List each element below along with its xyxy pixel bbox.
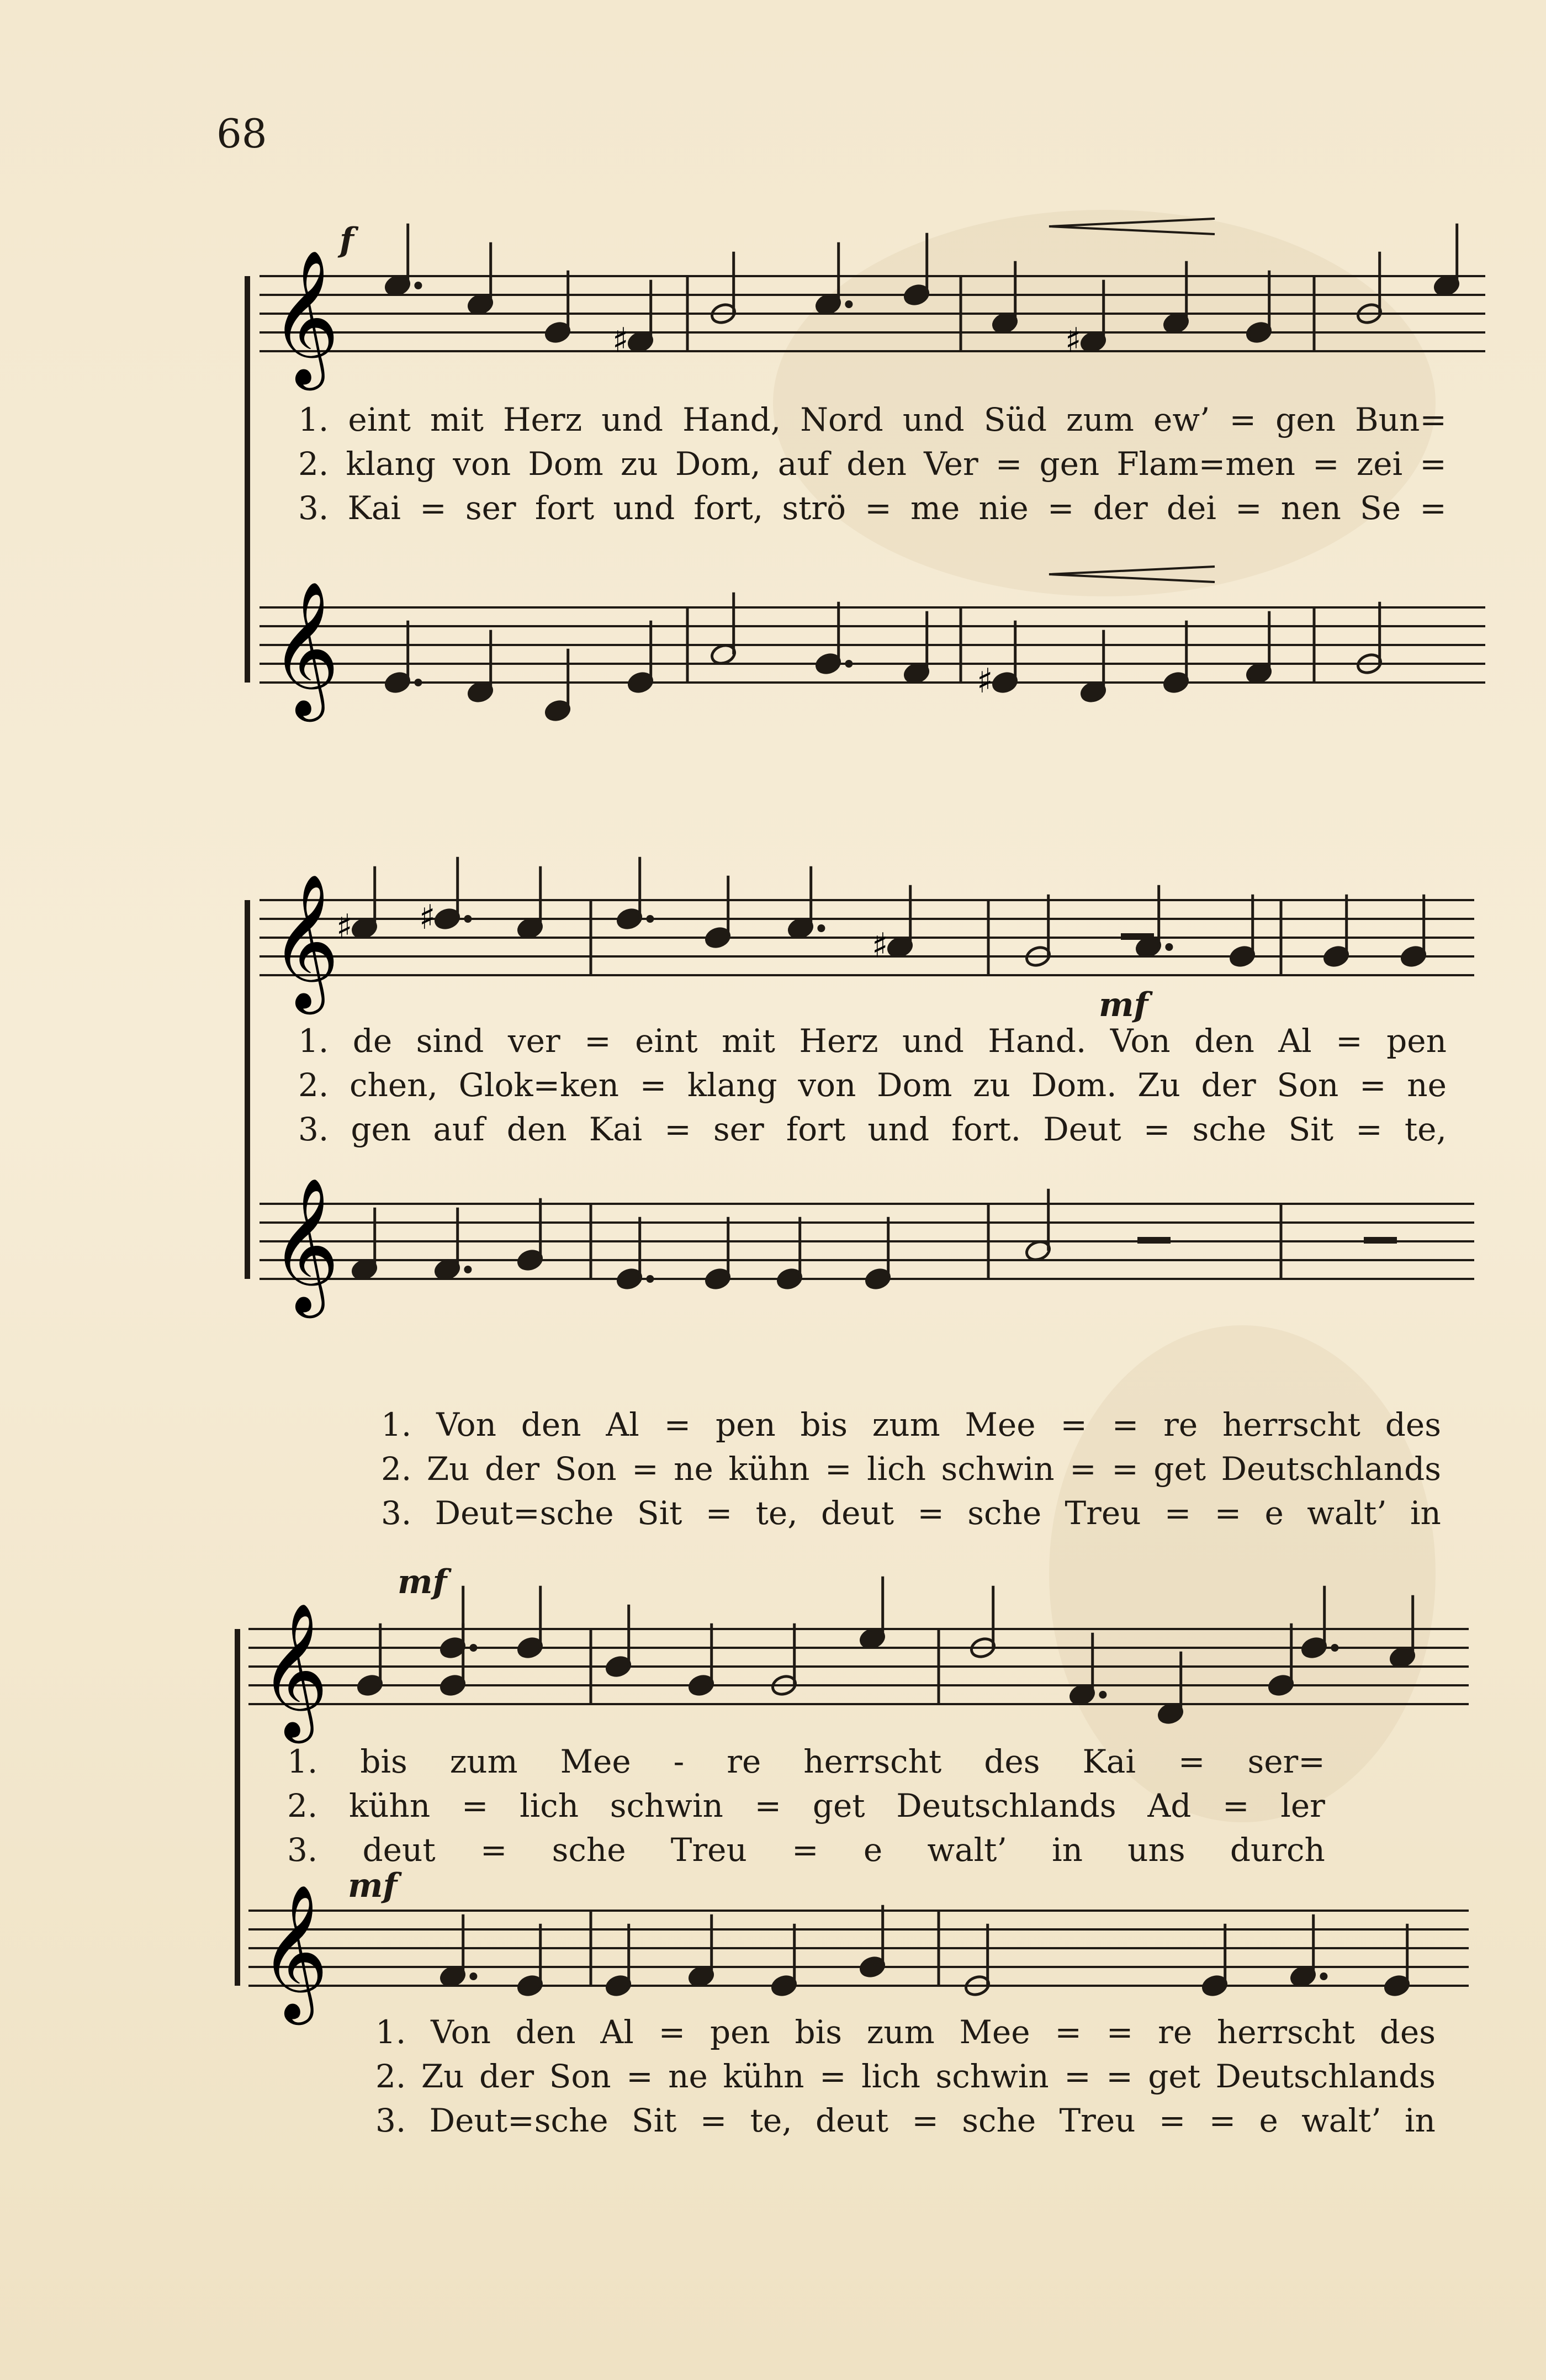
lyric-syllable: den xyxy=(506,1110,567,1148)
lyric-syllable: = xyxy=(632,1450,659,1488)
lyric-syllable: lich xyxy=(520,1787,579,1824)
lyric-syllable: get xyxy=(1148,2058,1201,2095)
lyric-syllable: herrscht xyxy=(1216,2013,1355,2051)
lyric-syllable: nen xyxy=(1280,489,1341,527)
lyric-syllable: = xyxy=(626,2058,653,2095)
lyric-syllable: Mee xyxy=(959,2013,1030,2051)
lyric-syllable: get xyxy=(1153,1450,1206,1488)
lyric-syllable: Son xyxy=(549,2058,611,2095)
lyric-syllable: ne xyxy=(1407,1066,1447,1104)
sharp-icon: ♯ xyxy=(1065,321,1082,360)
lyric-syllable: nie xyxy=(978,489,1029,527)
augmentation-dot xyxy=(817,924,825,932)
lyric-syllable: Von xyxy=(436,1406,496,1443)
treble-clef-icon: 𝄞 xyxy=(271,872,340,1008)
lyric-syllable: 3. xyxy=(375,2102,406,2139)
lyric-line xyxy=(287,1828,1325,1872)
lyric-syllable: = xyxy=(792,1831,819,1869)
lyric-syllable: Dom. xyxy=(1031,1066,1117,1104)
lyric-syllable: auf xyxy=(433,1110,485,1148)
lyric-syllable: des xyxy=(984,1743,1040,1780)
lyric-syllable: 1. xyxy=(381,1406,412,1443)
lyric-syllable: = xyxy=(1070,1450,1097,1488)
lyric-syllable: sind xyxy=(416,1022,484,1060)
lower-staff xyxy=(260,567,1485,723)
dynamic-mezzo-forte: mf xyxy=(1099,986,1148,1024)
treble-clef-icon: 𝄞 xyxy=(260,1601,329,1737)
lyric-syllable: sche xyxy=(967,1494,1042,1532)
lyric-syllable: in xyxy=(1410,1494,1441,1532)
lyric-syllable: e xyxy=(863,1831,883,1869)
lyric-syllable: Deut=sche xyxy=(435,1494,614,1532)
lyric-syllable: Herz xyxy=(502,401,583,438)
augmentation-dot xyxy=(469,1972,477,1980)
lyric-syllable: pen xyxy=(710,2013,770,2051)
treble-clef-icon: 𝄞 xyxy=(271,1176,340,1312)
lyric-syllable: klang xyxy=(346,445,436,483)
lyric-syllable: = xyxy=(912,2102,939,2139)
lyric-syllable: 2. xyxy=(287,1787,318,1824)
half-rest xyxy=(1364,1237,1397,1244)
lyric-line xyxy=(298,442,1447,486)
lyric-syllable: de xyxy=(352,1022,393,1060)
half-rest xyxy=(1121,933,1154,940)
lyric-line xyxy=(375,2054,1436,2098)
lyric-line xyxy=(375,2098,1436,2143)
lyric-syllable: = xyxy=(664,1110,691,1148)
lyric-syllable: pen xyxy=(715,1406,776,1443)
lyric-syllable: Al xyxy=(606,1406,639,1443)
lyric-syllable: ne xyxy=(668,2058,708,2095)
lyric-syllable: = xyxy=(1222,1787,1249,1824)
lyric-syllable: = xyxy=(1178,1743,1205,1780)
lyric-syllable: pen xyxy=(1386,1022,1447,1060)
lyric-syllable: den xyxy=(521,1406,581,1443)
lyric-syllable: bis xyxy=(795,2013,842,2051)
sharp-icon: ♯ xyxy=(872,926,888,965)
augmentation-dot xyxy=(646,915,654,923)
lyric-line xyxy=(287,1784,1325,1828)
lyric-syllable: zum xyxy=(1066,401,1134,438)
lyric-syllable: = xyxy=(995,445,1023,483)
augmentation-dot xyxy=(845,660,853,668)
lyric-syllable: re xyxy=(1163,1406,1198,1443)
lyric-syllable: bis xyxy=(360,1743,407,1780)
lyric-syllable: Son xyxy=(1277,1066,1339,1104)
lyric-syllable: = xyxy=(917,1494,944,1532)
lyrics-system-3 xyxy=(287,1739,1325,1872)
lyric-syllable: e xyxy=(1264,1494,1284,1532)
lyrics-system-1 xyxy=(298,398,1447,530)
lyric-syllable: uns xyxy=(1127,1831,1185,1869)
lyric-syllable: 1. xyxy=(287,1743,318,1780)
lyric-syllable: = xyxy=(1060,1406,1087,1443)
lyric-syllable: Kai xyxy=(347,489,401,527)
lyric-syllable: = xyxy=(1106,2058,1133,2095)
lyric-syllable: walt’ xyxy=(1301,2102,1381,2139)
lower-staff xyxy=(248,1883,1469,2025)
lyric-syllable: ser= xyxy=(1247,1743,1325,1780)
lyric-syllable: Al xyxy=(1278,1022,1312,1060)
lyric-syllable: = xyxy=(639,1066,667,1104)
lyric-syllable: = xyxy=(1111,1450,1139,1488)
lyric-syllable: mit xyxy=(430,401,484,438)
lyric-syllable: = xyxy=(705,1494,733,1532)
lyric-syllable: den xyxy=(846,445,907,483)
lyric-syllable: Dom xyxy=(528,445,603,483)
lyric-syllable: sche xyxy=(552,1831,626,1869)
lyric-syllable: zum xyxy=(449,1743,518,1780)
lyric-syllable: Al xyxy=(600,2013,634,2051)
lyric-syllable: zum xyxy=(872,1406,940,1443)
lyric-syllable: = xyxy=(1164,1494,1192,1532)
lyric-syllable: in xyxy=(1052,1831,1083,1869)
lyric-syllable: Mee xyxy=(560,1743,631,1780)
lyric-syllable: Hand, xyxy=(682,401,781,438)
lyric-syllable: Süd xyxy=(983,401,1047,438)
lyric-syllable: = xyxy=(664,1406,691,1443)
lyric-syllable: von xyxy=(798,1066,856,1104)
lyric-syllable: 3. xyxy=(287,1831,318,1869)
lyric-syllable: Treu xyxy=(1059,2102,1136,2139)
lyric-syllable: Treu xyxy=(670,1831,747,1869)
lyric-syllable: Sit xyxy=(1288,1110,1334,1148)
lyric-syllable: - xyxy=(673,1743,685,1780)
lyric-line xyxy=(298,398,1447,442)
lyric-syllable: = xyxy=(1312,445,1339,483)
lyric-syllable: Deutschlands xyxy=(1215,2058,1436,2095)
lyric-syllable: der xyxy=(479,2058,534,2095)
lyric-syllable: sche xyxy=(962,2102,1036,2139)
lyric-syllable: Dom, xyxy=(675,445,761,483)
lyric-syllable: = xyxy=(1420,489,1447,527)
lyric-syllable: re xyxy=(727,1743,761,1780)
lyric-line xyxy=(381,1491,1441,1535)
lyric-syllable: zu xyxy=(973,1066,1011,1104)
lyric-syllable: kühn xyxy=(728,1450,810,1488)
lyric-syllable: klang xyxy=(687,1066,777,1104)
augmentation-dot xyxy=(1099,1691,1106,1699)
lyric-syllable: Dom xyxy=(877,1066,952,1104)
lyric-syllable: = xyxy=(1229,401,1257,438)
augmentation-dot xyxy=(469,1644,477,1652)
lyric-syllable: den xyxy=(1194,1022,1254,1060)
lyric-syllable: mit xyxy=(722,1022,775,1060)
lyric-syllable: 1. xyxy=(298,401,329,438)
lyric-syllable: eint xyxy=(635,1022,698,1060)
lyric-syllable: kühn xyxy=(723,2058,804,2095)
augmentation-dot xyxy=(464,915,472,923)
lyric-syllable: fort. xyxy=(951,1110,1021,1148)
lyric-syllable: te, xyxy=(1404,1110,1447,1148)
lyric-syllable: Treu xyxy=(1065,1494,1141,1532)
dynamic-forte: f xyxy=(340,221,354,260)
lyric-syllable: ser xyxy=(465,489,516,527)
lyric-syllable: ne xyxy=(674,1450,713,1488)
lyric-syllable: = xyxy=(1158,2102,1186,2139)
lyric-syllable: te, xyxy=(755,1494,798,1532)
lyric-syllable: = xyxy=(658,2013,686,2051)
lyric-syllable: Mee xyxy=(965,1406,1036,1443)
lyric-syllable: ler xyxy=(1280,1787,1325,1824)
lyric-syllable: fort xyxy=(534,489,595,527)
lyric-syllable: 1. xyxy=(298,1022,329,1060)
lyric-syllable: in xyxy=(1404,2102,1436,2139)
lyric-syllable: durch xyxy=(1230,1831,1325,1869)
lyric-syllable: strö xyxy=(782,489,846,527)
lyric-syllable: = xyxy=(825,1450,852,1488)
lyric-syllable: = xyxy=(1055,2013,1082,2051)
lyric-syllable: Flam=men xyxy=(1116,445,1295,483)
lyric-line xyxy=(381,1447,1441,1491)
lyric-syllable: = xyxy=(1064,2058,1091,2095)
half-rest xyxy=(1137,1237,1171,1244)
lyric-syllable: zei xyxy=(1356,445,1403,483)
lyric-line xyxy=(287,1739,1325,1784)
lyric-syllable: Son xyxy=(554,1450,617,1488)
lyric-line xyxy=(375,2010,1436,2054)
lyric-syllable: dei xyxy=(1166,489,1216,527)
lyric-syllable: = xyxy=(819,2058,846,2095)
lyric-syllable: get xyxy=(812,1787,865,1824)
lyric-syllable: Von xyxy=(431,2013,491,2051)
lyric-syllable: = xyxy=(700,2102,727,2139)
lyric-syllable: = xyxy=(1214,1494,1242,1532)
lyric-syllable: Kai xyxy=(589,1110,643,1148)
lyric-syllable: = xyxy=(480,1831,507,1869)
lyric-syllable: gen xyxy=(1275,401,1336,438)
lyric-syllable: = xyxy=(1106,2013,1134,2051)
lyric-syllable: me xyxy=(910,489,960,527)
lyric-syllable: deut xyxy=(815,2102,889,2139)
lyric-syllable: Ver xyxy=(924,445,978,483)
lyric-syllable: = xyxy=(1420,445,1447,483)
lyric-syllable: 2. xyxy=(298,445,329,483)
lyric-syllable: = xyxy=(1143,1110,1171,1148)
lyric-syllable: Glok=ken xyxy=(458,1066,619,1104)
lyric-syllable: Bun= xyxy=(1355,401,1447,438)
lyric-syllable: und xyxy=(867,1110,930,1148)
lyrics-above-system-3 xyxy=(381,1403,1441,1535)
augmentation-dot xyxy=(1165,943,1173,951)
lyric-syllable: Nord xyxy=(800,401,883,438)
lyric-syllable: Zu xyxy=(421,2058,464,2095)
treble-clef-icon: 𝄞 xyxy=(271,580,340,716)
lyric-syllable: ew’ xyxy=(1153,401,1210,438)
lyric-syllable: zu xyxy=(620,445,658,483)
lyric-syllable: lich xyxy=(861,2058,921,2095)
lyric-syllable: 2. xyxy=(375,2058,406,2095)
lyric-syllable: te, xyxy=(750,2102,792,2139)
augmentation-dot xyxy=(464,1266,472,1273)
dynamic-mezzo-forte: mf xyxy=(398,1563,447,1601)
lyric-syllable: der xyxy=(484,1450,540,1488)
lyric-syllable: deut xyxy=(820,1494,894,1532)
lyric-syllable: walt’ xyxy=(1307,1494,1387,1532)
lyric-syllable: den xyxy=(515,2013,576,2051)
lyric-syllable: Deutschlands xyxy=(896,1787,1116,1824)
lyric-syllable: walt’ xyxy=(927,1831,1007,1869)
lyric-syllable: der xyxy=(1093,489,1148,527)
lyric-syllable: Ad xyxy=(1147,1787,1192,1824)
lyric-syllable: = xyxy=(461,1787,489,1824)
lyric-syllable: Zu xyxy=(1137,1066,1180,1104)
lyric-syllable: Kai xyxy=(1082,1743,1136,1780)
lyric-syllable: Deut xyxy=(1043,1110,1121,1148)
lyric-syllable: = xyxy=(1111,1406,1139,1443)
lyric-syllable: Zu xyxy=(426,1450,470,1488)
lyric-line xyxy=(381,1403,1441,1447)
lyric-syllable: und xyxy=(613,489,675,527)
lyric-syllable: 3. xyxy=(381,1494,412,1532)
lyric-syllable: von xyxy=(453,445,511,483)
lyric-syllable: = xyxy=(865,489,892,527)
treble-clef-icon: 𝄞 xyxy=(260,1883,329,2019)
lyric-syllable: 3. xyxy=(298,1110,329,1148)
sharp-icon: ♯ xyxy=(612,321,629,360)
lyric-syllable: lich xyxy=(867,1450,926,1488)
lyric-syllable: Hand. xyxy=(988,1022,1087,1060)
lyric-syllable: chen, xyxy=(350,1066,438,1104)
augmentation-dot xyxy=(414,282,422,289)
lyric-line xyxy=(298,1063,1447,1107)
lyrics-below-system-3 xyxy=(375,2010,1436,2143)
lyric-syllable: fort, xyxy=(693,489,764,527)
lyric-syllable: = xyxy=(1356,1110,1383,1148)
lyric-syllable: = xyxy=(584,1022,611,1060)
lyric-syllable: schwin xyxy=(610,1787,723,1824)
lyric-syllable: der xyxy=(1201,1066,1256,1104)
lyric-syllable: zum xyxy=(866,2013,935,2051)
lyric-syllable: herrscht xyxy=(803,1743,942,1780)
lyric-syllable: Sit xyxy=(637,1494,682,1532)
lyric-syllable: Herz xyxy=(799,1022,878,1060)
sharp-icon: ♯ xyxy=(977,662,993,701)
lyric-syllable: deut xyxy=(362,1831,436,1869)
lyric-line xyxy=(298,1019,1447,1063)
lyric-syllable: = xyxy=(754,1787,782,1824)
lyric-syllable: ser xyxy=(713,1110,764,1148)
lyric-syllable: sche xyxy=(1192,1110,1267,1148)
lyric-syllable: = xyxy=(1336,1022,1363,1060)
sharp-icon: ♯ xyxy=(336,907,353,946)
lyric-syllable: des xyxy=(1385,1406,1441,1443)
lyric-syllable: Sit xyxy=(631,2102,677,2139)
lyric-syllable: 2. xyxy=(381,1450,412,1488)
lyric-syllable: kühn xyxy=(349,1787,431,1824)
lyric-syllable: und xyxy=(902,401,965,438)
crescendo-hairpin xyxy=(1049,567,1215,582)
lyric-syllable: Se xyxy=(1359,489,1401,527)
lyric-syllable: schwin xyxy=(935,2058,1049,2095)
augmentation-dot xyxy=(845,300,853,308)
lyric-syllable: Von xyxy=(1110,1022,1171,1060)
lyric-syllable: re xyxy=(1158,2013,1193,2051)
augmentation-dot xyxy=(646,1275,654,1283)
lyric-syllable: und xyxy=(601,401,664,438)
lyric-syllable: = xyxy=(1047,489,1074,527)
lyric-syllable: herrscht xyxy=(1222,1406,1360,1443)
lyric-syllable: e xyxy=(1259,2102,1278,2139)
treble-clef-icon: 𝄞 xyxy=(271,248,340,384)
lyric-syllable: Deut=sche xyxy=(429,2102,608,2139)
lyric-syllable: ver xyxy=(507,1022,560,1060)
augmentation-dot xyxy=(414,679,422,686)
lyric-syllable: gen xyxy=(1039,445,1100,483)
lyric-syllable: = xyxy=(420,489,447,527)
lyric-syllable: gen xyxy=(351,1110,411,1148)
lyric-syllable: eint xyxy=(348,401,411,438)
lyric-syllable: 2. xyxy=(298,1066,329,1104)
augmentation-dot xyxy=(1320,1972,1327,1980)
dynamic-mezzo-forte: mf xyxy=(348,1866,398,1905)
lyric-syllable: = xyxy=(1235,489,1262,527)
lyric-line xyxy=(298,486,1447,530)
lyric-syllable: 1. xyxy=(375,2013,406,2051)
page-number: 68 xyxy=(216,110,267,157)
lyric-line xyxy=(298,1107,1447,1151)
lyric-syllable: 3. xyxy=(298,489,329,527)
lyric-syllable: auf xyxy=(777,445,830,483)
lyric-syllable: und xyxy=(902,1022,964,1060)
lyrics-system-2 xyxy=(298,1019,1447,1151)
lyric-syllable: fort xyxy=(786,1110,846,1148)
lyric-syllable: bis xyxy=(800,1406,848,1443)
augmentation-dot xyxy=(1331,1644,1338,1652)
lyric-syllable: schwin xyxy=(941,1450,1055,1488)
sharp-icon: ♯ xyxy=(419,898,436,937)
crescendo-hairpin xyxy=(1049,219,1215,234)
lyric-syllable: = xyxy=(1359,1066,1386,1104)
lyric-syllable: Deutschlands xyxy=(1221,1450,1441,1488)
lyric-syllable: des xyxy=(1379,2013,1436,2051)
lyric-syllable: = xyxy=(1209,2102,1236,2139)
